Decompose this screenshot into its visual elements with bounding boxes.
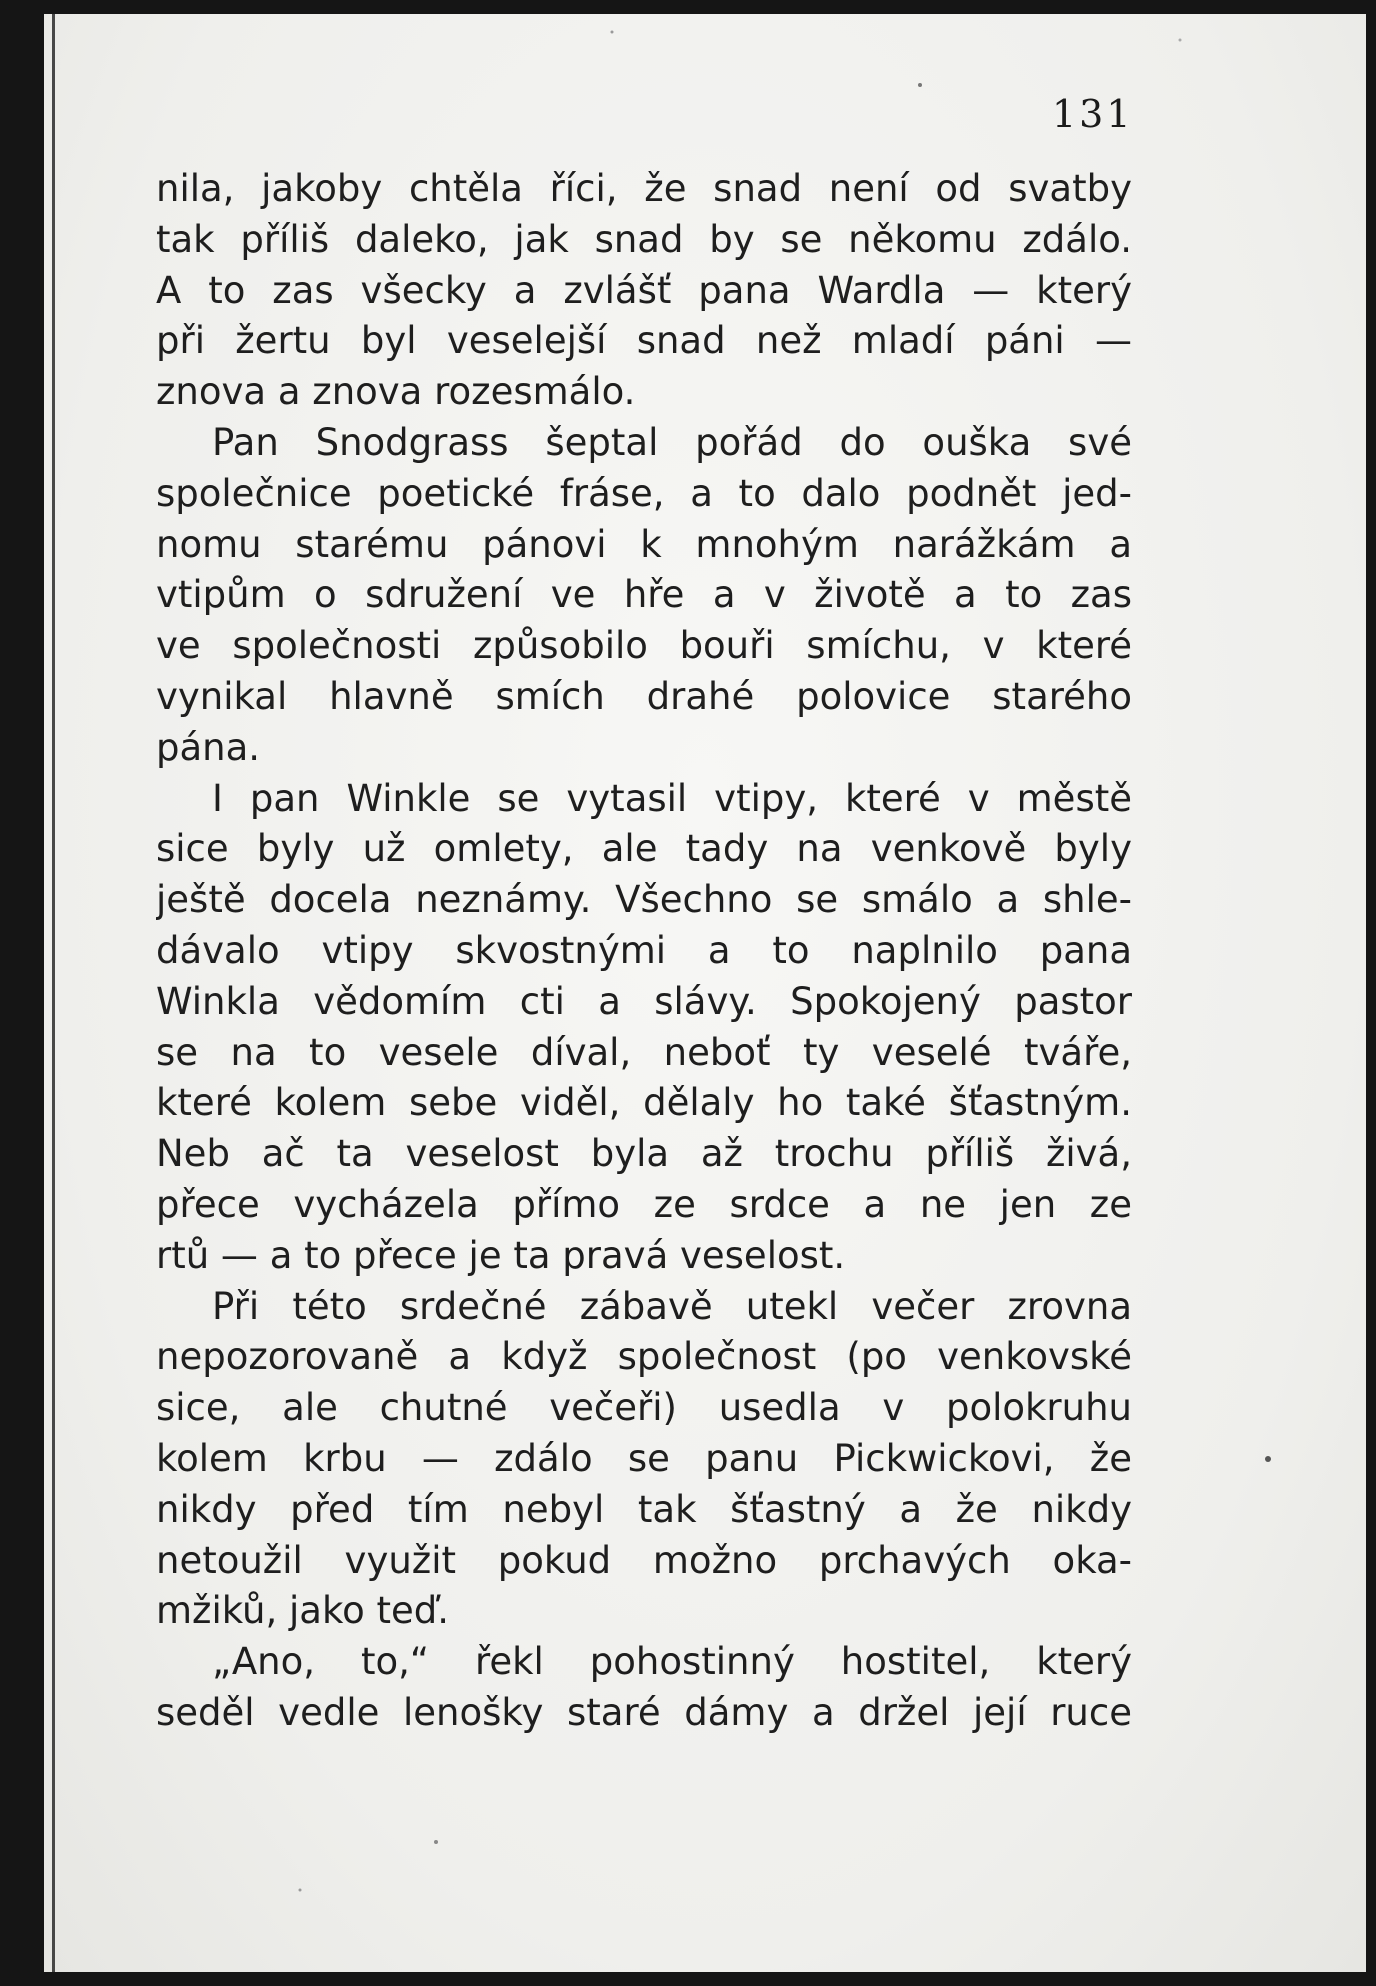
text-line: ve společnosti způsobilo bouři smíchu, v které [156,624,1132,668]
text-line: I pan Winkle se vytasil vtipy, které v městě [212,776,1132,820]
text-line: seděl vedle lenošky staré dámy a držel její ruce [156,1690,1132,1734]
text-line: ještě docela neznámy. Všechno se smálo a shle- [156,878,1132,922]
text-line: nomu starému pánovi k mnohým narážkám a [156,522,1132,566]
text-line: sice byly už omlety, ale tady na venkově byly [156,827,1132,871]
text-line: kolem krbu — zdálo se panu Pickwickovi, že [156,1436,1132,1480]
text-line: Pan Snodgrass šeptal pořád do ouška své [212,420,1132,464]
text-line: vynikal hlavně smích drahé polovice starého [156,674,1132,718]
text-line: pána. [156,725,261,769]
text-line: společnice poetické fráse, a to dalo podnět jed- [156,471,1132,515]
text-line: tak příliš daleko, jak snad by se někomu zdálo. [156,217,1132,261]
text-line: rtů — a to přece je ta pravá veselost. [156,1233,846,1277]
text-line: nikdy před tím nebyl tak šťastný a že nikdy [156,1487,1132,1531]
text-line: při žertu byl veselejší snad než mladí páni — [156,319,1132,363]
text-line: Při této srdečné zábavě utekl večer zrovna [212,1284,1132,1328]
text-line: nepozorovaně a když společnost (po venkovské [156,1335,1132,1379]
body-text [156,164,1132,1739]
text-line: které kolem sebe viděl, dělaly ho také šťastným. [156,1081,1132,1125]
text-line: vtipům o sdružení ve hře a v životě a to zas [156,573,1132,617]
text-line: Neb ač ta veselost byla až trochu příliš živá, [156,1132,1132,1176]
text-line: sice, ale chutné večeři) usedla v polokruhu [156,1386,1132,1430]
text-line: se na to vesele díval, neboť ty veselé tváře, [156,1030,1132,1074]
text-line: dávalo vtipy skvostnými a to naplnilo pana [156,928,1132,972]
text-line: A to zas všecky a zvlášť pana Wardla — který [156,268,1132,312]
text-line: mžiků, jako teď. [156,1589,449,1633]
text-line: Winkla vědomím cti a slávy. Spokojený pastor [156,979,1132,1023]
text-line: nila, jakoby chtěla říci, že snad není od svatby [156,167,1132,210]
binding-edge [52,14,55,1972]
page-number: 131 [1052,92,1134,136]
text-line: „Ano, to,“ řekl pohostinný hostitel, který [212,1640,1132,1684]
text-line: netoužil využit pokud možno prchavých oka- [156,1538,1132,1582]
text-line: přece vycházela přímo ze srdce a ne jen ze [156,1182,1132,1226]
text-line: znova a znova rozesmálo. [156,370,636,414]
